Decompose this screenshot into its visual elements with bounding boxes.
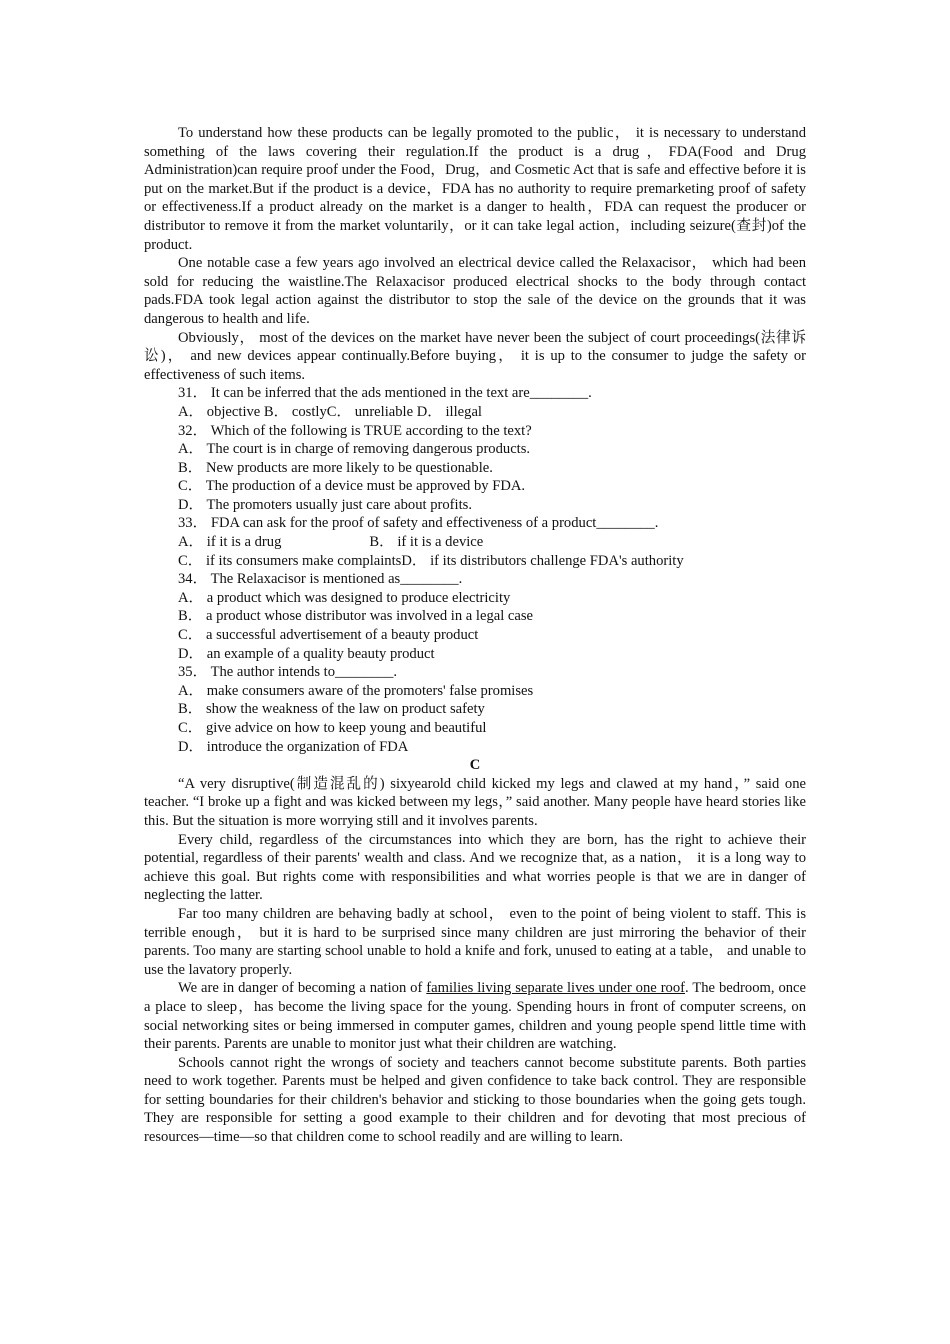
option-c: C． The production of a device must be approved by FDA. <box>178 478 526 495</box>
passage-c-paragraph-5: Schools cannot right the wrongs of society and teachers cannot become substitute parents. Both parties need to work together. Parents must be helped and given confidence to take back control. They are responsible for setting boundaries for their children's behavior and sticking to those boundaries when the going gets tough. They are responsible for setting a good example to their children and for devoting that most precious of resources—time—so that children come to school readily and are willing to learn. <box>144 1054 806 1146</box>
passage-c-heading: C <box>469 757 481 774</box>
option-a: A． The court is in charge of removing dangerous products. <box>178 441 531 458</box>
passage-c-paragraph-2: Every child, regardless of the circumstances into which they are born, has the right to achieve their potential, regardless of their parents' wealth and class. And we recognize that, as a nation， it is a long way to achieve this goal. But rights come with responsibilities and what worries people is that we are in danger of neglecting the latter. <box>144 831 806 904</box>
passage-b-paragraph-2: One notable case a few years ago involved an electrical device called the Relaxacisor， which had been sold for reducing the waistline.The Relaxacisor produced electrical shocks to the body through contact pads.FDA took legal action against the distributor to stop the sale of the device on the grounds that it was dangerous to health and life. <box>144 255 806 327</box>
document-page <box>144 124 806 1147</box>
options-c-d-row: C． if its consumers make complaintsD． if its distributors challenge FDA's authority <box>178 552 684 569</box>
option-d: D． The promoters usually just care about profits. <box>178 496 472 513</box>
option-a: A． make consumers aware of the promoters' false promises <box>178 682 534 699</box>
question-options: A． objective B． costlyC． unreliable D． illegal <box>178 403 482 420</box>
options-a-b-row <box>144 533 806 552</box>
question-stem: 31． It can be inferred that the ads mentioned in the text are________. <box>178 385 592 402</box>
option-b: B． show the weakness of the law on product safety <box>178 701 485 718</box>
passage-c-paragraph-3: Far too many children are behaving badly at school， even to the point of being violent to staff. This is terrible enough， but it is hard to be surprised since many children are just mirroring the behavior of their parents. Too many are starting school unable to hold a knife and fork, unused to eating at a table， and unable to use the lavatory properly. <box>144 905 806 978</box>
option-c: C． a successful advertisement of a beauty product <box>178 627 479 644</box>
passage-b-paragraph-1: To understand how these products can be legally promoted to the public， it is necessary to understand something of the laws covering their regulation.If the product is a drug，FDA(Food and Drug Administration)can require proof under the Food，Drug，and Cosmetic Act that is safe and effective before it is put on the market.But if the product is a device，FDA has no authority to require premarketing proof of safety or effectiveness.If a product already on the market is a danger to health，FDA can request the producer or distributor to remove it from the market voluntarily，or it can take legal action，including seizure(查封)of the product. <box>144 125 806 253</box>
question-31 <box>144 384 806 421</box>
question-stem: 33． FDA can ask for the proof of safety and effectiveness of a product________. <box>178 515 659 532</box>
passage-c-paragraph-1: “A very disruptive(制造混乱的) sixyearold child kicked my legs and clawed at my hand，” said one teacher. “I broke up a fight and was kicked between my legs，” said another. Many people have heard stories like this. But the situation is more worrying still and it involves parents. <box>144 775 806 829</box>
option-a: A． if it is a drug <box>178 534 282 551</box>
question-35 <box>144 663 806 756</box>
option-c: C． give advice on how to keep young and beautiful <box>178 720 487 736</box>
question-stem: 34． The Relaxacisor is mentioned as________. <box>178 571 463 588</box>
paragraph-text-after: . The bedroom, once a place to sleep，has become the living space for the young. Spending hours in front of computer screens, on social networking sites or being immersed in computer games, children and young people spend little time with their parents. Parents are unable to monitor just what their children are watching. <box>144 980 807 1053</box>
option-b: B． if it is a device <box>369 534 484 551</box>
question-33 <box>144 514 806 570</box>
paragraph-text-before: We are in danger of becoming a nation of <box>178 980 427 997</box>
question-34 <box>144 570 806 663</box>
question-stem: 35． The author intends to________. <box>178 664 398 681</box>
option-a: A． a product which was designed to produce electricity <box>178 589 511 606</box>
underlined-phrase: families living separate lives under one roof <box>426 980 686 997</box>
option-d: D． an example of a quality beauty product <box>178 645 435 662</box>
option-d: D． introduce the organization of FDA <box>178 738 409 755</box>
passage-b-paragraph-3: Obviously， most of the devices on the market have never been the subject of court proceedings(法律诉讼)， and new devices appear continually.Before buying， it is up to the consumer to judge the safety or effectiveness of such items. <box>144 329 806 383</box>
option-b: B． a product whose distributor was involved in a legal case <box>178 608 534 625</box>
option-b: B． New products are more likely to be questionable. <box>178 459 493 476</box>
question-32 <box>144 422 806 515</box>
passage-c-paragraph-4 <box>144 979 806 1053</box>
question-stem: 32． Which of the following is TRUE according to the text? <box>178 422 532 439</box>
